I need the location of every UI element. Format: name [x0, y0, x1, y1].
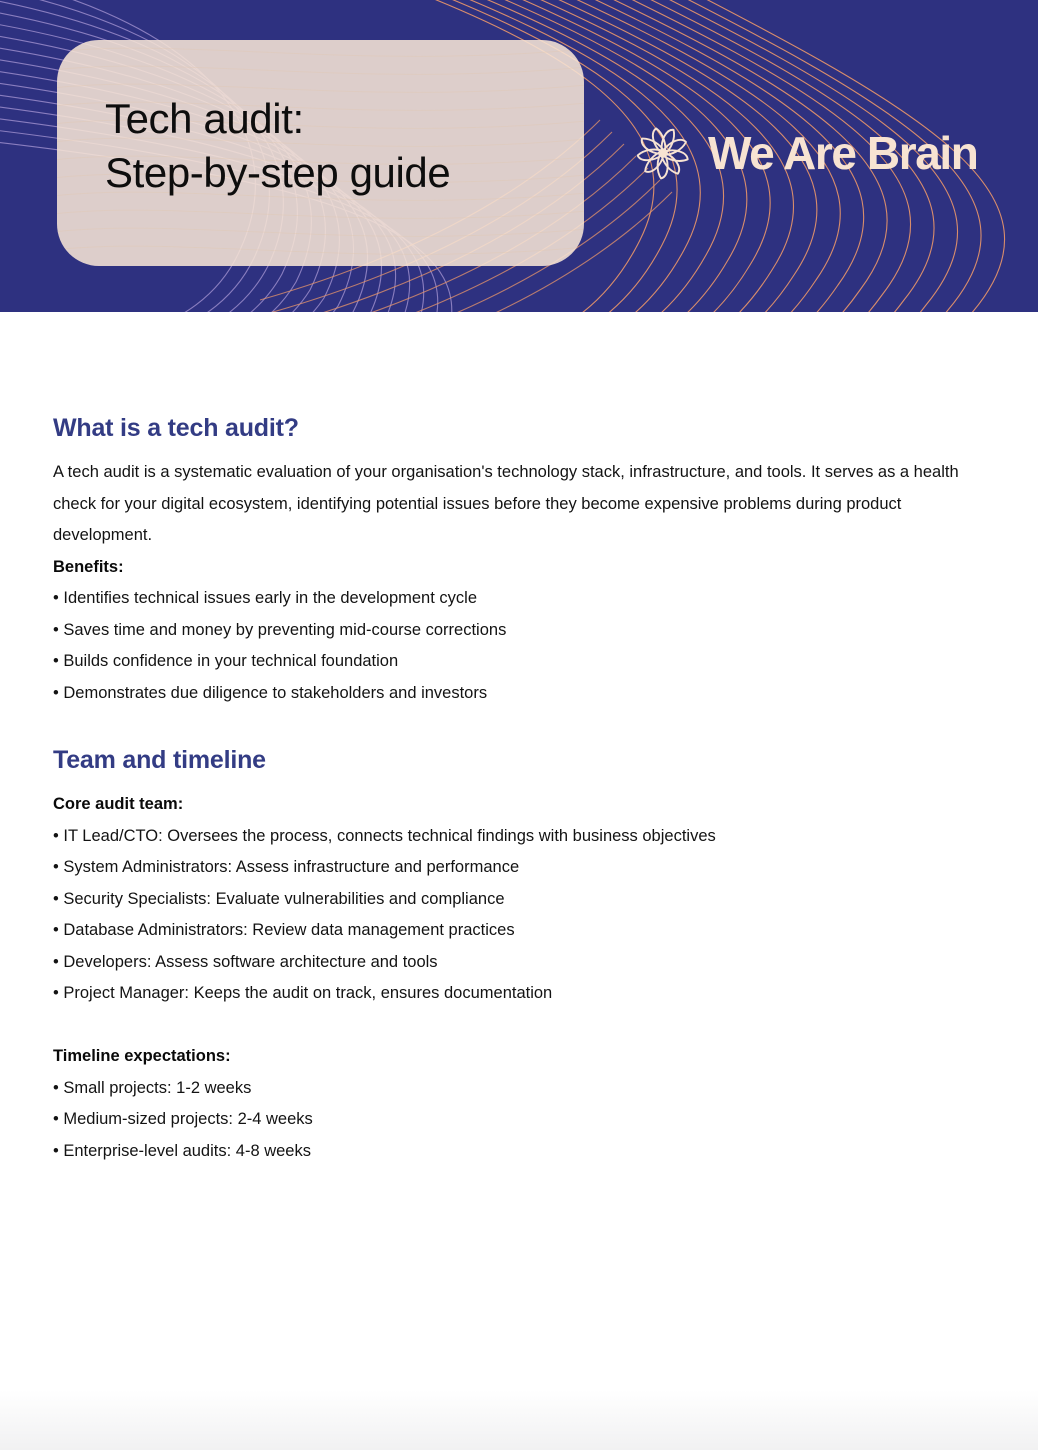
benefits-list — [53, 583, 993, 709]
list-item: • Developers: Assess software architecture and tools — [53, 952, 438, 971]
list-item: • Medium-sized projects: 2-4 weeks — [53, 1110, 313, 1128]
timeline-expectations-label: Timeline expectations: — [53, 1047, 231, 1065]
page-title — [105, 92, 575, 200]
section-heading: Team and timeline — [53, 746, 266, 774]
list-item: • Builds confidence in your technical foundation — [53, 652, 399, 670]
core-audit-team-label: Core audit team: — [53, 795, 184, 813]
list-item: • Project Manager: Keeps the audit on track, ensures documentation — [53, 984, 553, 1002]
section-gap — [53, 709, 993, 745]
page-title-line-1: Tech audit: — [105, 95, 304, 142]
list-item: • Security Specialists: Evaluate vulnerabilities and compliance — [53, 889, 505, 908]
page-title-line-2: Step-by-step guide — [105, 148, 451, 196]
benefits-label: Benefits: — [53, 557, 124, 576]
brand-logo — [632, 122, 978, 184]
list-gap — [53, 1010, 993, 1042]
document-content — [53, 413, 993, 1167]
header-banner — [0, 0, 1038, 312]
title-card — [57, 40, 584, 266]
section-team-and-timeline — [53, 745, 993, 1167]
page-bottom-fade — [0, 1390, 1038, 1450]
section-what-is-a-tech-audit — [53, 413, 993, 709]
core-audit-team-list — [53, 821, 993, 1010]
brand-wordmark: We Are Brain — [708, 127, 978, 179]
list-item: • Enterprise-level audits: 4-8 weeks — [53, 1141, 311, 1160]
list-item: • IT Lead/CTO: Oversees the process, connects technical findings with business objectives — [53, 826, 716, 845]
section-heading: What is a tech audit? — [53, 414, 299, 442]
list-item: • Saves time and money by preventing mid-course corrections — [53, 620, 507, 639]
list-item: • Demonstrates due diligence to stakeholders and investors — [53, 683, 488, 702]
list-item: • System Administrators: Assess infrastructure and performance — [53, 858, 520, 876]
we-are-brain-pinwheel-icon — [632, 122, 694, 184]
list-item: • Identifies technical issues early in the development cycle — [53, 589, 477, 607]
list-item: • Small projects: 1-2 weeks — [53, 1078, 252, 1097]
timeline-expectations-list — [53, 1073, 993, 1168]
list-item: • Database Administrators: Review data management practices — [53, 921, 515, 939]
section-paragraph: A tech audit is a systematic evaluation of your organisation's technology stack, infrastructure, and tools. It serves as a health check for your digital ecosystem, identifying potential issues before they become expensive problems during product development. — [53, 463, 959, 544]
